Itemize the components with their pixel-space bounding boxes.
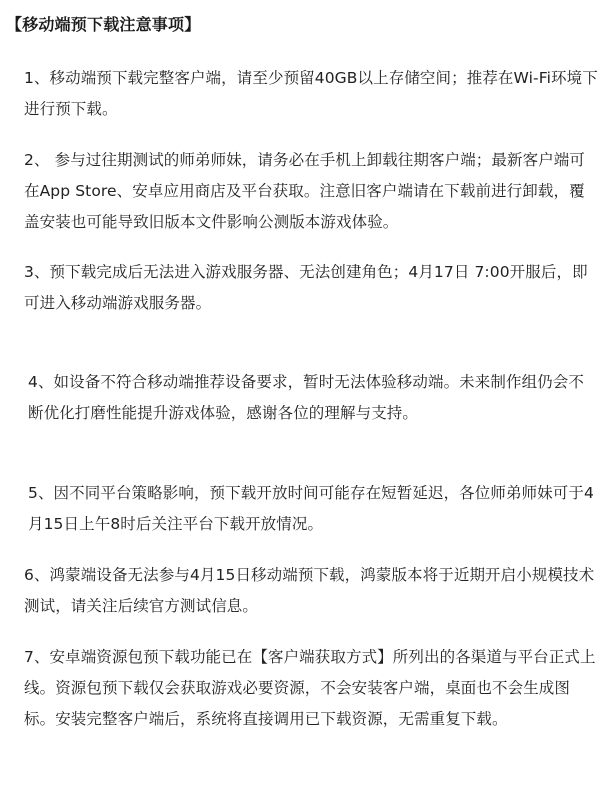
notice-item-3: 3、预下载完成后无法进入游戏服务器、无法创建角色；4月17日 7:00开服后，即可进入移动端游戏服务器。 bbox=[24, 263, 588, 312]
notice-item-7: 7、安卓端资源包预下载功能已在【客户端获取方式】所列出的各渠道与平台正式上线。资源包预下载仅会获取游戏必要资源，不会安装客户端，桌面也不会生成图标。安装完整客户端后，系统将直接调用已下载资源，无需重复下载。 bbox=[24, 648, 596, 728]
notice-item-5: 5、因不同平台策略影响，预下载开放时间可能存在短暂延迟，各位师弟师妹可于4月15日上午8时后关注平台下载开放情况。 bbox=[28, 484, 594, 533]
notice-item-1: 1、移动端预下载完整客户端，请至少预留40GB以上存储空间；推荐在Wi-Fi环境下进行预下载。 bbox=[24, 69, 598, 118]
notice-item-4: 4、如设备不符合移动端推荐设备要求，暂时无法体验移动端。未来制作组仍会不断优化打磨性能提升游戏体验，感谢各位的理解与支持。 bbox=[28, 373, 584, 422]
notice-item-2: 2、 参与过往期测试的师弟师妹，请务必在手机上卸载往期客户端；最新客户端可在App Store、安卓应用商店及平台获取。注意旧客户端请在下载前进行卸载，覆盖安装也可能导致旧版本文件影响公测版本游戏体验。 bbox=[24, 151, 585, 231]
notice-title: 【移动端预下载注意事项】 bbox=[6, 15, 201, 34]
notice-item-6: 6、鸿蒙端设备无法参与4月15日移动端预下载，鸿蒙版本将于近期开启小规模技术测试，请关注后续官方测试信息。 bbox=[24, 566, 595, 615]
